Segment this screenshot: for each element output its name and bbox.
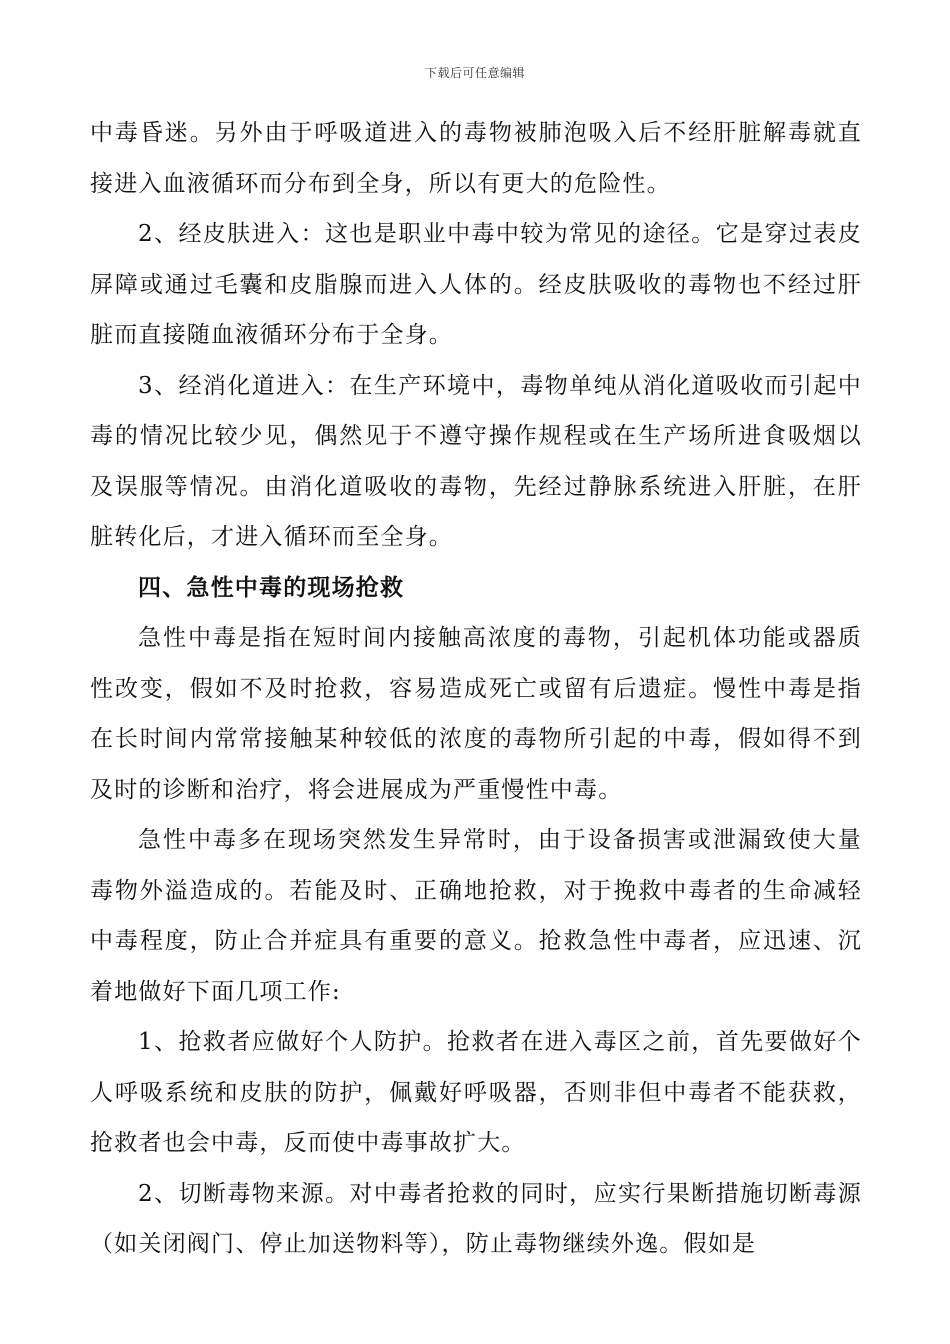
paragraph-acute-definition: 急性中毒是指在短时间内接触高浓度的毒物，引起机体功能或器质性改变，假如不及时抢救，容易造成死亡或留有后遗症。慢性中毒是指在长时间内常常接触某种较低的浓度的毒物所引起的中毒，假如得不到及时的诊断和治疗，将会进展成为严重慢性中毒。 — [90, 625, 862, 803]
paragraph-continuation: 中毒昏迷。另外由于呼吸道进入的毒物被肺泡吸入后不经肝脏解毒就直接进入血液循环而分布到全身，所以有更大的危险性。 — [90, 120, 862, 197]
paragraph-acute-rescue-intro: 急性中毒多在现场突然发生异常时，由于设备损害或泄漏致使大量毒物外溢造成的。若能及时、正确地抢救，对于挽救中毒者的生命减轻中毒程度，防止合并症具有重要的意义。抢救急性中毒者，应迅速、沉着地做好下面几项工作: — [90, 827, 862, 1005]
page-header: 下载后可任意编辑 — [424, 66, 525, 80]
paragraph-skin-entry: 2、经皮肤进入：这也是职业中毒中较为常见的途径。它是穿过表皮屏障或通过毛囊和皮脂腺而进入人体的。经皮肤吸收的毒物也不经过肝脏而直接随血液循环分布于全身。 — [90, 221, 862, 348]
paragraph-cut-off-source: 2、切断毒物来源。对中毒者抢救的同时，应实行果断措施切断毒源（如关闭阀门、停止加送物料等），防止毒物继续外逸。假如是 — [90, 1180, 862, 1257]
document-body — [90, 108, 862, 1270]
section-heading: 四、急性中毒的现场抢救 — [138, 574, 405, 601]
paragraph-digestive-entry: 3、经消化道进入：在生产环境中，毒物单纯从消化道吸收而引起中毒的情况比较少见，偶然见于不遵守操作规程或在生产场所进食吸烟以及误服等情况。由消化道吸收的毒物，先经过静脉系统进入肝脏，在肝脏转化后，才进入循环而至全身。 — [90, 372, 862, 550]
paragraph-rescuer-protection: 1、抢救者应做好个人防护。抢救者在进入毒区之前，首先要做好个人呼吸系统和皮肤的防护，佩戴好呼吸器，否则非但中毒者不能获救，抢救者也会中毒，反而使中毒事故扩大。 — [90, 1029, 862, 1156]
